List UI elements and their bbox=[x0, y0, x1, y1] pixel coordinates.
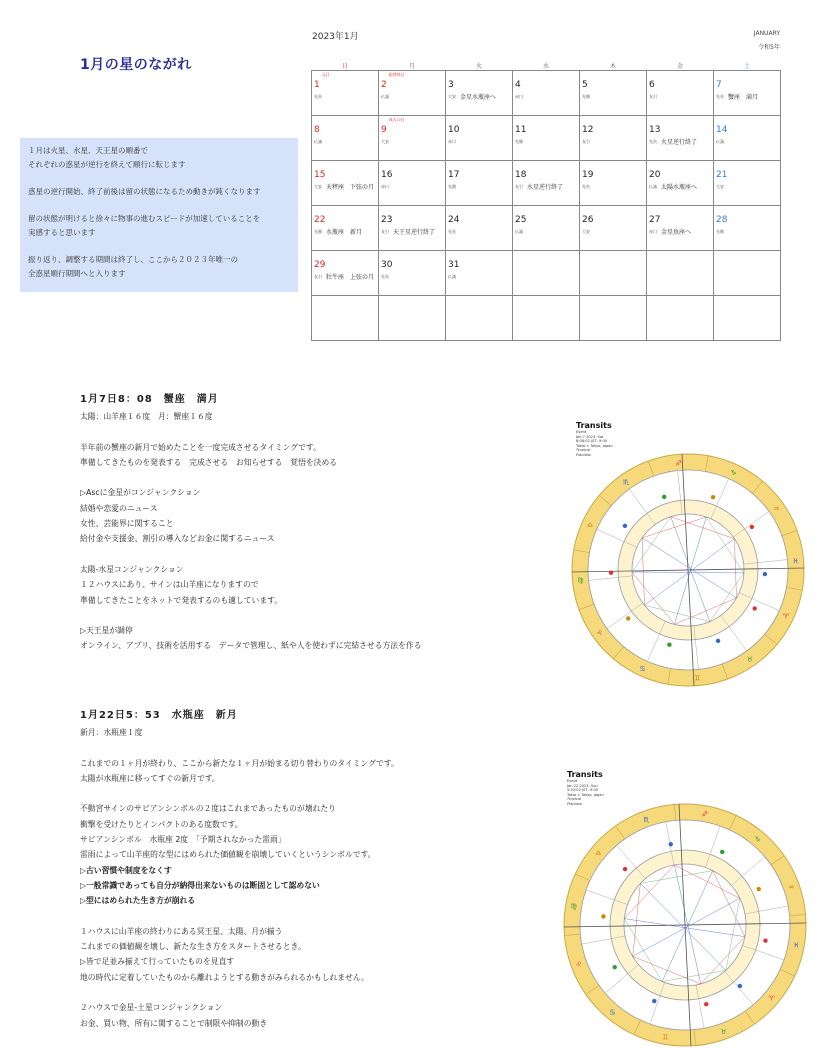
astro-event-label: 天王星逆行終了 bbox=[393, 229, 436, 236]
astro-event-label: 火星逆行終了 bbox=[661, 139, 698, 146]
day-number: 16 bbox=[381, 170, 393, 180]
summary-paragraph: 留の状態が明けると徐々に物事の進むスピードが加速していることを 実感すると思います bbox=[28, 214, 261, 237]
summary-paragraph: １月は火星、水星、天王星の順番で それぞれの惑星が逆行を終えて順行に転じます bbox=[28, 146, 186, 169]
section-full-moon bbox=[80, 390, 422, 654]
day-number: 31 bbox=[448, 260, 460, 270]
zodiac-sign-glyph: ♎ bbox=[586, 521, 594, 530]
calendar-day-cell bbox=[714, 71, 781, 116]
section-text-line bbox=[80, 608, 422, 623]
planet-marker bbox=[667, 643, 671, 647]
zodiac-sign-glyph: ♒ bbox=[773, 505, 780, 514]
calendar-day-cell bbox=[513, 116, 580, 161]
section-text-line: サビアンシンボル 水瓶座 2度 「予期されなかった雷雨」 bbox=[80, 835, 286, 845]
rokuyo-label: 仏滅 bbox=[381, 94, 389, 99]
planet-marker bbox=[626, 616, 630, 620]
rokuyo-label: 赤口 bbox=[649, 229, 657, 234]
chart-subtitle: Event bbox=[567, 779, 578, 783]
section-text-line: １２ハウスにあり、サインは山羊座になりますので bbox=[80, 580, 259, 590]
calendar-day-cell bbox=[513, 161, 580, 206]
calendar-day-cell bbox=[513, 71, 580, 116]
calendar-day-cell bbox=[714, 116, 781, 161]
section-text-line: 給付金や支援金、割引の導入などお金に関するニュース bbox=[80, 534, 275, 544]
rokuyo-label: 先勝 bbox=[716, 229, 724, 234]
astro-event-label: 金星水瓶座へ bbox=[460, 94, 497, 101]
zodiac-sign-glyph: ♌ bbox=[575, 960, 582, 969]
section-text-line bbox=[80, 786, 399, 801]
holiday-label: 成人の日 bbox=[388, 117, 405, 122]
zodiac-sign-glyph: ♌ bbox=[596, 628, 603, 637]
rokuyo-label: 先負 bbox=[448, 229, 456, 234]
day-number: 26 bbox=[582, 215, 594, 225]
rokuyo-label: 友引 bbox=[649, 94, 657, 99]
astro-event-label: 蟹座 満月 bbox=[728, 94, 759, 101]
calendar-day-cell bbox=[312, 161, 379, 206]
day-number: 22 bbox=[314, 215, 326, 225]
calendar-day-cell bbox=[647, 206, 714, 251]
calendar-day-cell bbox=[580, 161, 647, 206]
holiday-label: 元日 bbox=[321, 72, 330, 77]
planet-marker bbox=[757, 887, 761, 891]
planet-marker bbox=[711, 495, 715, 499]
day-number: 10 bbox=[448, 125, 460, 135]
calendar-week-row bbox=[312, 161, 781, 206]
section-body bbox=[80, 409, 422, 654]
calendar-day-cell bbox=[379, 251, 446, 296]
calendar-day-cell bbox=[446, 251, 513, 296]
section-title: 1月7日8：08 蟹座 満月 bbox=[80, 394, 219, 405]
planet-marker bbox=[613, 965, 617, 969]
section-text-line bbox=[80, 909, 399, 924]
calendar-day-cell bbox=[513, 296, 580, 341]
section-text-line: 結婚や恋愛のニュース bbox=[80, 503, 158, 513]
rokuyo-label: 赤口 bbox=[381, 184, 389, 189]
zodiac-sign-glyph: ♈ bbox=[768, 994, 775, 1003]
rokuyo-label: 大安 bbox=[582, 229, 590, 234]
calendar-day-cell bbox=[513, 251, 580, 296]
rokuyo-label: 大安 bbox=[448, 94, 456, 99]
rokuyo-label: 先負 bbox=[649, 139, 657, 144]
calendar-week-row bbox=[312, 206, 781, 251]
planet-marker bbox=[716, 639, 720, 643]
day-number: 29 bbox=[314, 260, 326, 270]
zodiac-sign-glyph: ♓ bbox=[792, 557, 799, 566]
astrology-wheel-chart bbox=[568, 450, 808, 690]
zodiac-sign-glyph: ♒ bbox=[788, 883, 795, 892]
chart-title: Transits bbox=[576, 421, 612, 430]
calendar-day-cell bbox=[647, 251, 714, 296]
rokuyo-label: 仏滅 bbox=[716, 139, 724, 144]
day-number: 21 bbox=[716, 170, 728, 180]
zodiac-sign-glyph: ♑ bbox=[730, 469, 737, 478]
summary-paragraph: 振り返り、調整する期間は終了し、ここから２０２３年唯一の 全惑星順行期間へと入ります bbox=[28, 255, 238, 278]
rokuyo-label: 大安 bbox=[381, 139, 389, 144]
rokuyo-label: 大安 bbox=[716, 184, 724, 189]
calendar-day-cell bbox=[446, 71, 513, 116]
calendar-day-cell bbox=[580, 71, 647, 116]
calendar-day-cell bbox=[379, 71, 446, 116]
zodiac-sign-glyph: ♊ bbox=[694, 674, 701, 683]
calendar-day-cell bbox=[513, 206, 580, 251]
zodiac-sign-glyph: ♊ bbox=[662, 1033, 669, 1042]
rokuyo-label: 先負 bbox=[582, 184, 590, 189]
zodiac-sign-glyph: ♐ bbox=[701, 810, 708, 819]
astro-event-label: 金星魚座へ bbox=[661, 229, 692, 236]
planet-marker bbox=[669, 842, 673, 846]
zodiac-sign-glyph: ♉ bbox=[720, 1028, 727, 1037]
chart-location: Tokio > Tokyo, Japan bbox=[576, 443, 613, 448]
section-text-line: 太陽-水星コンジャンクション bbox=[80, 564, 184, 574]
day-number: 25 bbox=[515, 215, 527, 225]
astro-event-label: 水星逆行終了 bbox=[527, 184, 564, 191]
chart-time: 5:53:02 JST -9:00 bbox=[567, 788, 599, 793]
day-number: 8 bbox=[314, 125, 320, 135]
calendar-day-cell bbox=[647, 296, 714, 341]
calendar-week-row bbox=[312, 296, 781, 341]
calendar-day-cell bbox=[647, 161, 714, 206]
holiday-label: 振替休日 bbox=[388, 72, 405, 77]
rokuyo-label: 先勝 bbox=[448, 184, 456, 189]
rokuyo-label: 先負 bbox=[381, 274, 389, 279]
chart-zodiac: Tropical bbox=[576, 448, 591, 453]
calendar-day-cell bbox=[379, 116, 446, 161]
planet-marker bbox=[623, 524, 627, 528]
section-body bbox=[80, 725, 399, 1031]
day-number: 12 bbox=[582, 125, 594, 135]
section-text-line: ▷天王星が調停 bbox=[80, 626, 133, 636]
rokuyo-label: 赤口 bbox=[448, 139, 456, 144]
day-number: 11 bbox=[515, 125, 527, 135]
chart-title: Transits bbox=[567, 770, 603, 779]
rokuyo-label: 友引 bbox=[582, 139, 590, 144]
chart-date: Jan 22 2023, Sun bbox=[567, 783, 598, 788]
chart-time: 8:08:02 JST -9:00 bbox=[576, 439, 608, 444]
section-text-line bbox=[80, 985, 399, 1000]
section-text-line bbox=[80, 740, 399, 755]
calendar-table bbox=[311, 61, 781, 341]
planet-marker bbox=[652, 999, 656, 1003]
zodiac-sign-glyph: ♏ bbox=[622, 478, 630, 487]
section-text-line bbox=[80, 424, 422, 439]
planet-marker bbox=[763, 572, 767, 576]
chart-zodiac: Tropical bbox=[567, 797, 582, 802]
chart-house-system: Placidus bbox=[576, 452, 591, 457]
day-number: 2 bbox=[381, 80, 387, 90]
rokuyo-label: 仏滅 bbox=[448, 274, 456, 279]
section-title: 1月22日5：53 水瓶座 新月 bbox=[80, 710, 238, 721]
section-text-line: 太陽が水瓶座に移ってすぐの新月です。 bbox=[80, 773, 220, 783]
rokuyo-label: 仏滅 bbox=[515, 229, 523, 234]
astro-event-label: 天秤座 下弦の月 bbox=[326, 184, 375, 191]
day-number: 24 bbox=[448, 215, 460, 225]
section-text-line: 太陽：山羊座１６度 月：蟹座１６度 bbox=[80, 412, 213, 421]
weekday-label: 土 bbox=[714, 61, 781, 71]
chart-location: Tokio > Tokyo, Japan bbox=[567, 792, 604, 797]
weekday-label: 火 bbox=[446, 61, 513, 71]
section-text-line: 雷雨によって山羊座的な型にはめられた価値観を崩壊していくというシンボルです。 bbox=[80, 850, 376, 860]
day-number: 6 bbox=[649, 80, 655, 90]
weekday-label: 金 bbox=[647, 61, 714, 71]
section-text-line: これまでの１ヶ月が終わり、ここから新たな１ヶ月が始まる切り替わりのタイミングです。 bbox=[80, 758, 399, 768]
rokuyo-label: 友引 bbox=[314, 274, 322, 279]
planet-marker bbox=[763, 938, 767, 942]
section-text-line: ▷古い習慣や制度をなくす bbox=[80, 865, 172, 875]
planet-marker bbox=[752, 606, 756, 610]
astrology-wheel-chart bbox=[560, 800, 810, 1050]
calendar-day-cell bbox=[647, 116, 714, 161]
calendar-day-cell bbox=[714, 206, 781, 251]
section-text-line: お金、買い物、所有に関することで制限や抑制の動き bbox=[80, 1018, 268, 1028]
section-text-line bbox=[80, 470, 422, 485]
section-text-line: 準備してきたことをネットで発表するのも適しています。 bbox=[80, 595, 283, 605]
section-text-line: ▷一般常識であっても自分が納得出来ないものは断固として認めない bbox=[80, 880, 320, 890]
zodiac-sign-glyph: ♑ bbox=[754, 835, 761, 844]
astro-event-label: 水瓶座 新月 bbox=[326, 229, 363, 236]
rokuyo-label: 赤口 bbox=[515, 94, 523, 99]
day-number: 23 bbox=[381, 215, 393, 225]
calendar-day-cell bbox=[714, 161, 781, 206]
calendar-day-cell bbox=[580, 296, 647, 341]
day-number: 3 bbox=[448, 80, 454, 90]
calendar-day-cell bbox=[312, 206, 379, 251]
section-text-line: ▷皆で足並み揃えて行っていたものを見直す bbox=[80, 957, 235, 967]
rokuyo-label: 先負 bbox=[314, 94, 322, 99]
section-text-line: ▷Ascに金星がコンジャンクション bbox=[80, 488, 201, 498]
calendar-day-cell bbox=[647, 71, 714, 116]
zodiac-sign-glyph: ♎ bbox=[595, 849, 602, 858]
chart-date: Jan 7 2023, Sat bbox=[576, 434, 604, 439]
calendar-month-english: JANUARY bbox=[753, 30, 780, 37]
day-number: 27 bbox=[649, 215, 661, 225]
calendar-day-cell bbox=[312, 71, 379, 116]
planet-marker bbox=[601, 914, 605, 918]
rokuyo-label: 仏滅 bbox=[314, 139, 322, 144]
calendar-week-row bbox=[312, 116, 781, 161]
section-text-line: オンライン、アプリ、技術を活用する データで管理し、紙や人を使わずに完結させる方法を作る bbox=[80, 641, 422, 651]
zodiac-sign-glyph: ♓ bbox=[793, 941, 800, 950]
calendar-day-cell bbox=[379, 206, 446, 251]
calendar-day-cell bbox=[379, 296, 446, 341]
zodiac-sign-glyph: ♉ bbox=[746, 655, 754, 664]
day-number: 17 bbox=[448, 170, 460, 180]
rokuyo-label: 仏滅 bbox=[649, 184, 657, 189]
calendar-day-cell bbox=[446, 296, 513, 341]
calendar-day-cell bbox=[446, 206, 513, 251]
weekday-label: 水 bbox=[513, 61, 580, 71]
rokuyo-label: 先勝 bbox=[314, 229, 322, 234]
section-text-line: 衝撃を受けたりとインパクトのある度数です。 bbox=[80, 819, 243, 829]
section-text-line: 新月：水瓶座１度 bbox=[80, 728, 143, 737]
day-number: 18 bbox=[515, 170, 527, 180]
calendar-day-cell bbox=[446, 161, 513, 206]
day-number: 14 bbox=[716, 125, 728, 135]
weekday-label: 月 bbox=[379, 61, 446, 71]
rokuyo-label: 先勝 bbox=[582, 94, 590, 99]
summary-box bbox=[20, 138, 298, 292]
rokuyo-label: 友引 bbox=[515, 184, 523, 189]
section-text-line: 地の時代に定着していたものから離れようとする動きがみられるかもしれません。 bbox=[80, 972, 369, 982]
calendar-day-cell bbox=[312, 116, 379, 161]
zodiac-sign-glyph: ♐ bbox=[675, 459, 682, 468]
section-text-line bbox=[80, 547, 422, 562]
zodiac-sign-glyph: ♋ bbox=[639, 664, 646, 673]
chart-house-system: Placidus bbox=[567, 801, 582, 806]
section-text-line: 女性、芸能界に関すること bbox=[80, 519, 174, 529]
calendar-day-cell bbox=[312, 296, 379, 341]
day-number: 5 bbox=[582, 80, 588, 90]
calendar-day-cell bbox=[714, 251, 781, 296]
day-number: 28 bbox=[716, 215, 728, 225]
day-number: 30 bbox=[381, 260, 393, 270]
rokuyo-label: 友引 bbox=[381, 229, 389, 234]
calendar-day-cell bbox=[580, 116, 647, 161]
section-text-line: これまでの価値観を壊し、新たな生き方をスタートさせるとき。 bbox=[80, 942, 306, 952]
planet-marker bbox=[704, 1002, 708, 1006]
section-text-line: ２ハウスで金星-土星コンジャンクション bbox=[80, 1003, 223, 1013]
zodiac-sign-glyph: ♈ bbox=[782, 612, 790, 621]
weekday-header-row bbox=[312, 61, 781, 71]
zodiac-sign-glyph: ♋ bbox=[609, 1008, 616, 1017]
calendar-body bbox=[312, 71, 781, 341]
day-number: 15 bbox=[314, 170, 326, 180]
planet-marker bbox=[738, 984, 742, 988]
calendar-era: 令和5年 bbox=[758, 44, 780, 51]
day-number: 19 bbox=[582, 170, 594, 180]
calendar-day-cell bbox=[714, 296, 781, 341]
zodiac-sign-glyph: ♏ bbox=[643, 815, 650, 824]
planet-marker bbox=[662, 495, 666, 499]
section-text-line: １ハウスに山羊座の終わりにある冥王星、太陽、月が揃う bbox=[80, 926, 283, 936]
section-text-line: ▷型にはめられた生き方が崩れる bbox=[80, 896, 196, 906]
calendar-day-cell bbox=[580, 206, 647, 251]
planet-marker bbox=[750, 525, 754, 529]
day-number: 4 bbox=[515, 80, 521, 90]
section-text-line: 半年前の蟹座の新月で始めたことを一度完成させるタイミングです。 bbox=[80, 442, 321, 452]
planet-marker bbox=[720, 850, 724, 854]
section-new-moon bbox=[80, 706, 399, 1031]
section-text-line: 不動宮サインのサビアンシンボルの２度はこれまであったものが壊れたり bbox=[80, 804, 336, 814]
day-number: 13 bbox=[649, 125, 661, 135]
zodiac-sign-glyph: ♍ bbox=[577, 576, 584, 585]
page-title: 1月の星のながれ bbox=[80, 57, 192, 73]
rokuyo-label: 大安 bbox=[314, 184, 322, 189]
calendar-week-row bbox=[312, 71, 781, 116]
section-text-line: 準備してきたものを発表する 完成させる お知らせする 覚悟を決める bbox=[80, 457, 338, 467]
calendar-day-cell bbox=[580, 251, 647, 296]
weekday-label: 木 bbox=[580, 61, 647, 71]
astro-event-label: 牡牛座 上弦の月 bbox=[326, 274, 375, 281]
calendar-week-row bbox=[312, 251, 781, 296]
astro-event-label: 太陽水瓶座へ bbox=[661, 184, 698, 191]
rokuyo-label: 先勝 bbox=[515, 139, 523, 144]
calendar-day-cell bbox=[446, 116, 513, 161]
summary-paragraph: 惑星の逆行開始、終了前後は留の状態になるため動きが鈍くなります bbox=[28, 187, 261, 196]
chart-subtitle: Event bbox=[576, 430, 587, 434]
day-number: 1 bbox=[314, 80, 320, 90]
day-number: 7 bbox=[716, 80, 722, 90]
zodiac-sign-glyph: ♍ bbox=[570, 902, 577, 911]
planet-marker bbox=[609, 570, 613, 574]
planet-marker bbox=[623, 867, 627, 871]
weekday-label: 日 bbox=[312, 61, 379, 71]
day-number: 9 bbox=[381, 125, 387, 135]
day-number: 20 bbox=[649, 170, 661, 180]
calendar-day-cell bbox=[379, 161, 446, 206]
rokuyo-label: 先負 bbox=[716, 94, 724, 99]
calendar-heading: 2023年1月 bbox=[312, 32, 359, 42]
calendar-day-cell bbox=[312, 251, 379, 296]
